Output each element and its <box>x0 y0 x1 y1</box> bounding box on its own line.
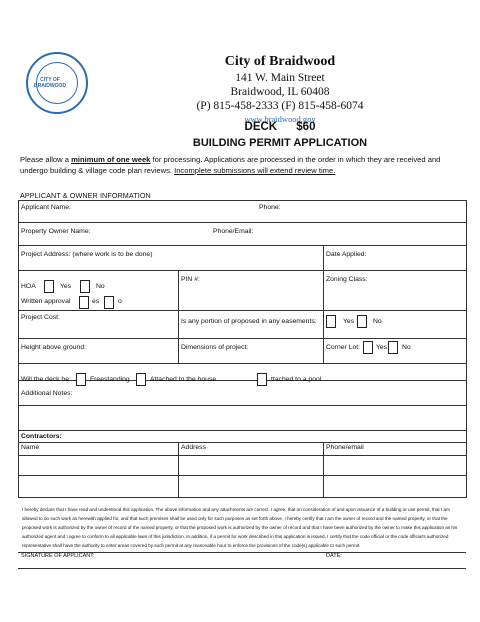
city-name: City of Braidwood <box>224 54 336 69</box>
intro-text-2: for processing. Applications are processed in the order in which they are received and undergo building & village code plan reviews. <box>20 155 441 175</box>
dimensions-label: Dimensions of project: <box>181 344 249 351</box>
freestanding-checkbox[interactable] <box>76 373 86 386</box>
form-title: BUILDING PERMIT APPLICATION <box>192 137 368 149</box>
corner-lot-yes-label: Yes <box>376 344 388 351</box>
contractor-name-header: Name <box>21 444 40 451</box>
declaration-text: I hereby declare that I have read and understood this application. The above information and any attachments are correct. I agree, that on consideration of and upon issuance of a building or use permit, that I am allowed to do such work as herewith applied for, and that such premises shall be used only for such purposes as set forth above. I hereby certify that I am the owner of record and the named property, or that the proposed work is authorized by the owner of record of the named property, or that the proposed work is authorized by the owner of record and that I have been authorized by the owner to make this application as his authorized agent and I agree to conform to all applicable laws of this jurisdiction. In addition, if a permit for work described in this application is issued, I certify that the code official or the code official's authorized representative shall have the authority to enter areas covered by such permit at any reasonable hour to enforce the provisions of the code(s) applicable to such permit. <box>22 507 458 548</box>
project-cost-label: Project Cost: <box>21 314 60 321</box>
deck-fee: DECK $60 <box>244 121 316 133</box>
hoa-no-checkbox[interactable] <box>80 280 90 293</box>
date-label: DATE: <box>326 553 342 559</box>
applicant-name-label: Applicant Name: <box>21 204 71 211</box>
easements-no-checkbox[interactable] <box>357 315 367 328</box>
hoa-no-label: No <box>96 283 105 290</box>
section-title: APPLICANT & OWNER INFORMATION <box>20 191 151 200</box>
freestanding-label: Freestanding <box>90 376 130 383</box>
contractor-address-header: Address <box>181 444 206 451</box>
pin-label: PIN #: <box>181 276 200 283</box>
attached-house-label: Attached to the house <box>150 376 217 383</box>
project-address-label: Project Address: (where work is to be done) <box>21 251 153 258</box>
date-applied-label: Date Applied: <box>326 251 367 258</box>
corner-lot-yes-checkbox[interactable] <box>363 341 373 354</box>
seal-text: CITY OF BRAIDWOOD <box>34 77 66 89</box>
corner-lot-label: Corner Lot: <box>326 344 361 351</box>
website-link[interactable]: www.braidwood.gov <box>244 114 316 124</box>
phone-label: Phone: <box>259 204 281 211</box>
easements-yes-label: Yes <box>343 318 355 325</box>
corner-lot-no-label: No <box>402 344 411 351</box>
easements-no-label: No <box>373 318 382 325</box>
height-label: Height above ground: <box>21 344 86 351</box>
intro-bold: minimum of one week <box>71 155 151 164</box>
phone-email-label: Phone/Email: <box>213 228 254 235</box>
easements-yes-checkbox[interactable] <box>326 315 336 328</box>
written-approval-no-checkbox[interactable] <box>104 296 114 309</box>
attached-pool-label: ttached to a pool <box>271 376 322 383</box>
deck-type-label: Will the deck be: <box>21 376 71 383</box>
attached-pool-checkbox[interactable] <box>257 373 267 386</box>
written-approval-no-label: o <box>118 298 122 305</box>
easements-label: Is any portion of proposed in any easements: <box>181 318 317 325</box>
intro-underline: Incomplete submissions will extend review time. <box>174 166 336 175</box>
zoning-label: Zoning Class: <box>326 276 368 283</box>
city-state-zip: Braidwood, IL 60408 <box>230 86 330 98</box>
contractors-title: Contractors: <box>21 433 62 440</box>
phone-fax: (P) 815-458-2333 (F) 815-458-6074 <box>196 100 364 112</box>
intro-paragraph <box>20 154 465 176</box>
corner-lot-no-checkbox[interactable] <box>388 341 398 354</box>
hoa-yes-label: Yes <box>60 283 72 290</box>
intro-text-1: Please allow a <box>20 155 72 164</box>
owner-name-label: Property Owner Name: <box>21 228 91 235</box>
signature-label: SIGNATURE OF APPLICANT: <box>21 553 95 559</box>
contractor-phone-header: Phone/email <box>326 444 364 451</box>
written-approval-yes-checkbox[interactable] <box>79 296 89 309</box>
attached-house-checkbox[interactable] <box>136 373 146 386</box>
additional-notes-label: Additional Notes: <box>21 390 73 397</box>
written-approval-yes-label: es <box>92 298 100 305</box>
written-approval-label: Written approval <box>21 298 71 305</box>
hoa-yes-checkbox[interactable] <box>44 280 54 293</box>
street-address: 141 W. Main Street <box>235 72 325 84</box>
hoa-label: HOA <box>21 283 36 290</box>
